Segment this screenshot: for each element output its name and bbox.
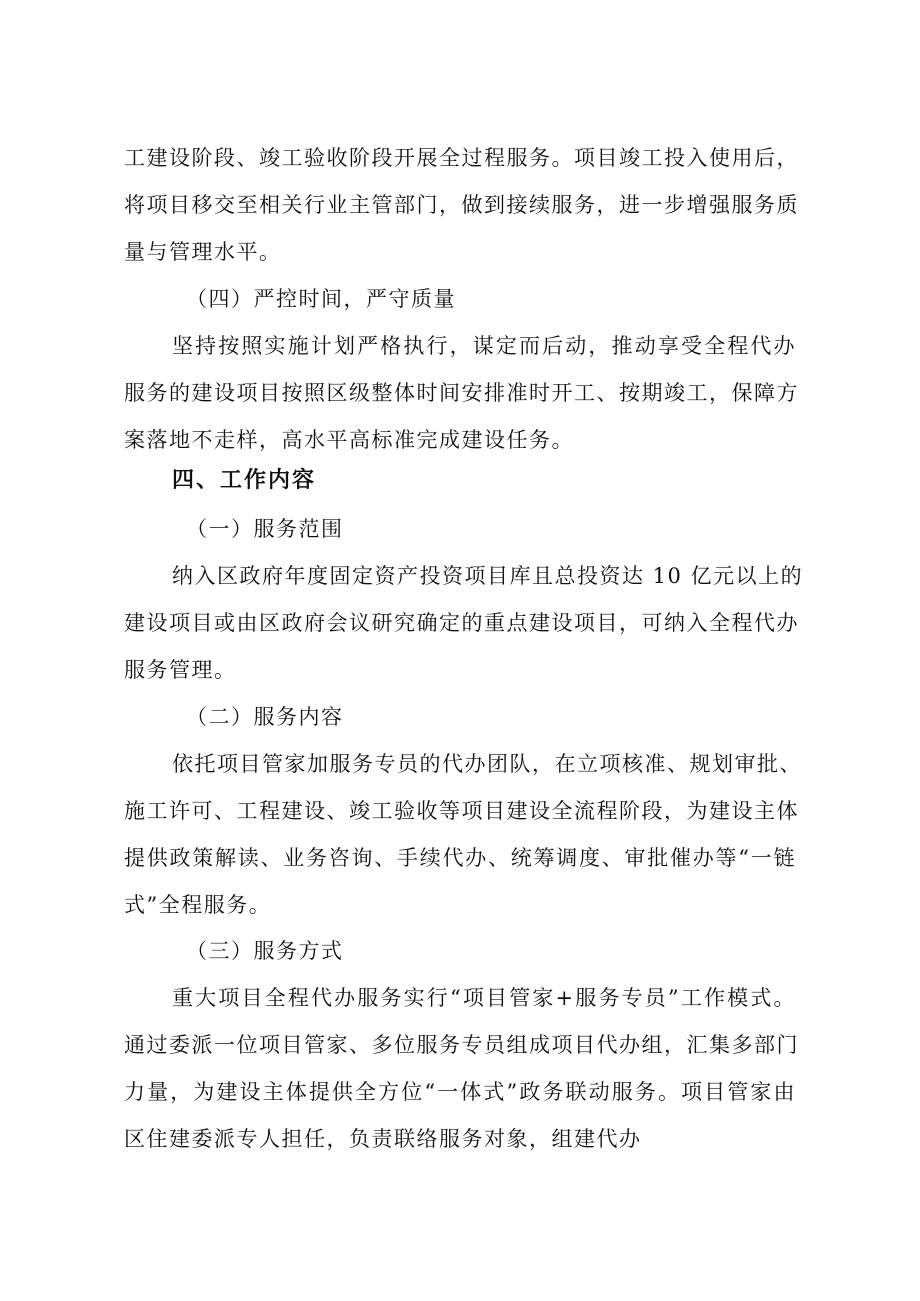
paragraph-line: 依托项目管家加服务专员的代办团队，在立项核准、规划审批、 bbox=[172, 752, 802, 776]
section-heading: 四、工作内容 bbox=[172, 468, 317, 493]
paragraph-line: 服务的建设项目按照区级整体时间安排准时开工、按期竣工，保障方 bbox=[124, 381, 799, 405]
paragraph-line: 建设项目或由区政府会议研究确定的重点建设项目，可纳入全程代办 bbox=[124, 611, 799, 635]
paragraph-line: 量与管理水平。 bbox=[124, 240, 282, 264]
paragraph-line: 通过委派一位项目管家、多位服务专员组成项目代办组，汇集多部门 bbox=[124, 1033, 799, 1057]
subsection-heading: （三）服务方式 bbox=[186, 939, 344, 963]
paragraph-line: 纳入区政府年度固定资产投资项目库且总投资达 10 亿元以上的 bbox=[172, 564, 804, 588]
paragraph-line: 将项目移交至相关行业主管部门，做到接续服务，进一步增强服务质 bbox=[124, 193, 799, 217]
paragraph-line: 力量，为建设主体提供全方位“一体式”政务联动服务。项目管家由 bbox=[124, 1080, 796, 1104]
paragraph-line: 重大项目全程代办服务实行“项目管家+服务专员”工作模式。 bbox=[172, 986, 796, 1010]
paragraph-line: 案落地不走样，高水平高标准完成建设任务。 bbox=[124, 428, 574, 452]
subsection-heading: （四）严控时间，严守质量 bbox=[186, 287, 456, 311]
paragraph-line: 坚持按照实施计划严格执行，谋定而后动，推动享受全程代办 bbox=[172, 334, 796, 358]
subsection-heading: （二）服务内容 bbox=[186, 705, 344, 729]
paragraph-line: 工建设阶段、竣工验收阶段开展全过程服务。项目竣工投入使用后， bbox=[124, 146, 799, 170]
paragraph-line: 服务管理。 bbox=[124, 658, 237, 682]
subsection-heading: （一）服务范围 bbox=[186, 517, 344, 541]
paragraph-line: 式”全程服务。 bbox=[124, 893, 272, 917]
paragraph-line: 区住建委派专人担任，负责联络服务对象，组建代办 bbox=[124, 1127, 642, 1151]
paragraph-line: 施工许可、工程建设、竣工验收等项目建设全流程阶段，为建设主体 bbox=[124, 799, 799, 823]
paragraph-line: 提供政策解读、业务咨询、手续代办、统筹调度、审批催办等“一链 bbox=[124, 846, 796, 870]
